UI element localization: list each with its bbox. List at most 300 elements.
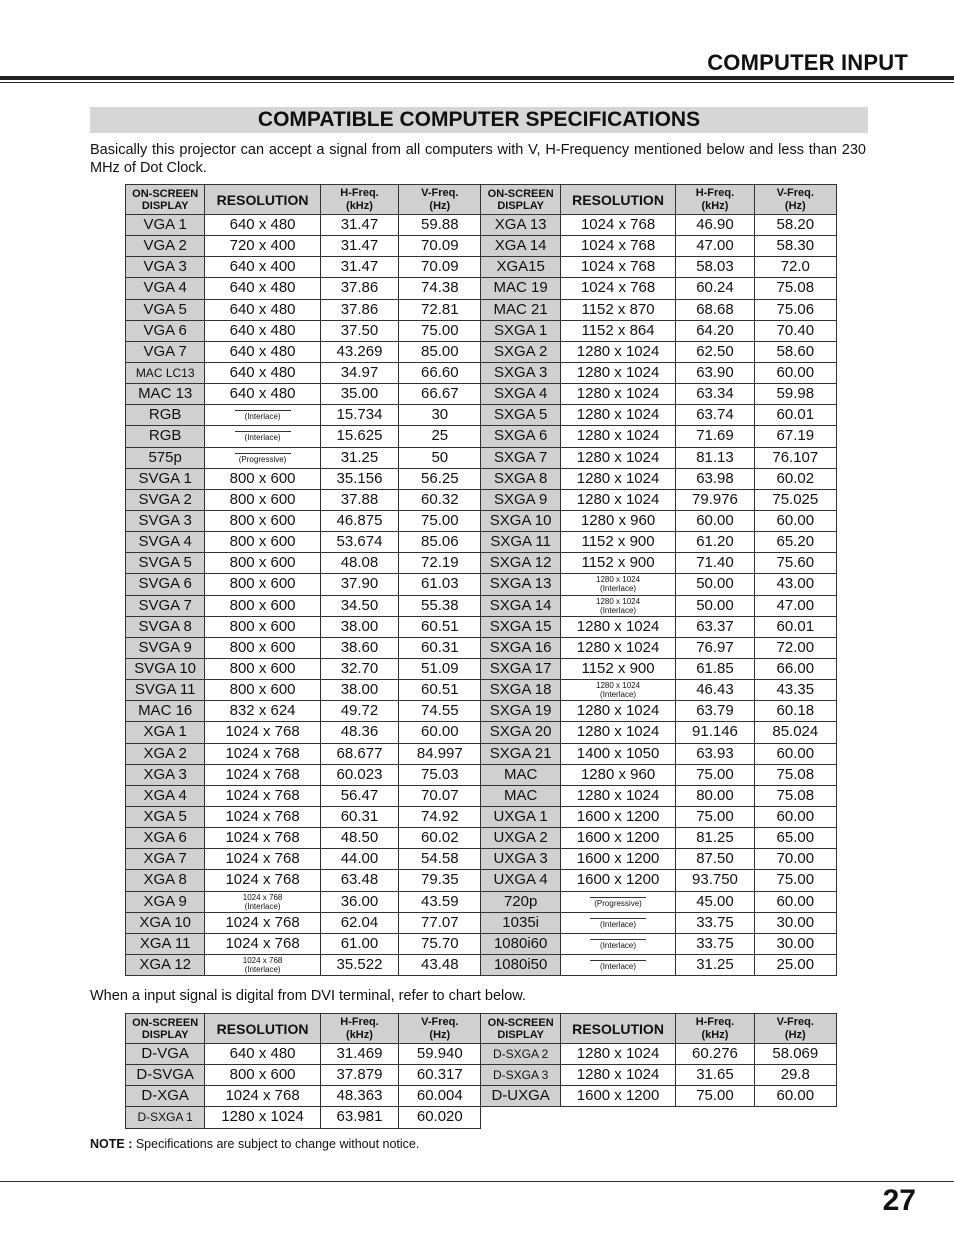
display-label: SXGA 17 [481, 658, 560, 679]
vfreq-cell: 60.00 [399, 722, 481, 743]
hfreq-cell: 71.40 [676, 553, 754, 574]
hfreq-cell: 43.269 [320, 341, 398, 362]
hfreq-cell: 48.08 [320, 553, 398, 574]
col-resolution-header: RESOLUTION [205, 185, 320, 215]
vfreq-cell: 77.07 [399, 912, 481, 933]
vfreq-cell: 60.004 [399, 1086, 481, 1107]
hfreq-cell: 36.00 [320, 891, 398, 912]
vfreq-cell: 60.00 [754, 510, 836, 531]
resolution-cell: 640 x 480 [205, 341, 320, 362]
col-hfreq-header: H-Freq. (kHz) [676, 185, 754, 215]
footnote-label: NOTE : [90, 1137, 133, 1151]
vfreq-cell: 60.51 [399, 616, 481, 637]
vfreq-cell: 75.08 [754, 785, 836, 806]
display-label: VGA 6 [126, 320, 205, 341]
resolution-cell [560, 912, 675, 933]
table-row [126, 299, 837, 320]
vfreq-cell: 84.997 [399, 743, 481, 764]
vfreq-cell: 59.98 [754, 384, 836, 405]
hfreq-cell: 91.146 [676, 722, 754, 743]
display-label: SVGA 3 [126, 510, 205, 531]
resolution-cell: 1280 x 1024 [560, 426, 675, 447]
resolution-note: 1024 x 768 [242, 892, 283, 902]
display-label: UXGA 2 [481, 828, 560, 849]
hfreq-cell: 37.879 [320, 1065, 398, 1086]
vfreq-cell: 74.92 [399, 806, 481, 827]
hfreq-cell: 48.363 [320, 1086, 398, 1107]
hfreq-cell: 31.65 [676, 1065, 754, 1086]
table-row [126, 1044, 837, 1065]
hfreq-cell: 37.88 [320, 489, 398, 510]
resolution-cell: 800 x 600 [205, 574, 320, 595]
vfreq-cell: 51.09 [399, 658, 481, 679]
resolution-cell: 640 x 480 [205, 278, 320, 299]
intro-paragraph: Basically this projector can accept a signal from all computers with V, H-Frequency mentioned below and less than 230 MHz of Dot Clock. [90, 142, 866, 176]
resolution-cell: 640 x 480 [205, 299, 320, 320]
vfreq-cell: 79.35 [399, 870, 481, 891]
vfreq-cell: 58.30 [754, 236, 836, 257]
display-label: SXGA 20 [481, 722, 560, 743]
table-row [126, 426, 837, 447]
table-row [126, 891, 837, 912]
resolution-cell: 1280 x 1024 [560, 489, 675, 510]
display-label: SXGA 18 [481, 680, 560, 701]
display-label: XGA 12 [126, 954, 205, 975]
vfreq-cell: 75.08 [754, 278, 836, 299]
vfreq-cell: 30 [399, 405, 481, 426]
hfreq-cell: 81.13 [676, 447, 754, 468]
hfreq-cell: 62.04 [320, 912, 398, 933]
vfreq-cell: 43.35 [754, 680, 836, 701]
vfreq-cell: 60.00 [754, 806, 836, 827]
col-hfreq-header: H-Freq. (kHz) [320, 1014, 398, 1044]
display-label: D-VGA [126, 1044, 205, 1065]
display-label: XGA 11 [126, 933, 205, 954]
table-row [126, 574, 837, 595]
display-label: 575p [126, 447, 205, 468]
hfreq-cell: 63.90 [676, 362, 754, 383]
display-label: VGA 1 [126, 215, 205, 236]
display-label: MAC [481, 764, 560, 785]
header-rule [0, 76, 954, 80]
table-row [126, 1065, 837, 1086]
display-label: SVGA 7 [126, 595, 205, 616]
resolution-cell: 1152 x 900 [560, 532, 675, 553]
hfreq-cell: 33.75 [676, 912, 754, 933]
table-row [126, 510, 837, 531]
resolution-cell: 1600 x 1200 [560, 806, 675, 827]
hfreq-cell: 60.276 [676, 1044, 754, 1065]
display-label: SXGA 8 [481, 468, 560, 489]
hfreq-cell: 35.00 [320, 384, 398, 405]
resolution-cell: 640 x 480 [205, 320, 320, 341]
hfreq-cell: 60.00 [676, 510, 754, 531]
display-label: D-SVGA [126, 1065, 205, 1086]
display-label: XGA15 [481, 257, 560, 278]
hfreq-cell: 81.25 [676, 828, 754, 849]
hfreq-cell: 37.86 [320, 299, 398, 320]
page-number: 27 [882, 1184, 916, 1217]
hfreq-cell: 75.00 [676, 764, 754, 785]
resolution-cell: 832 x 624 [205, 701, 320, 722]
vfreq-cell: 75.00 [754, 870, 836, 891]
hfreq-cell: 63.93 [676, 743, 754, 764]
display-label: D-UXGA [481, 1086, 560, 1107]
display-label: XGA 13 [481, 215, 560, 236]
resolution-cell: 1280 x 1024 [560, 362, 675, 383]
resolution-cell: 1024 x 768 [205, 722, 320, 743]
resolution-cell: 1280 x 1024 [560, 616, 675, 637]
resolution-cell: 800 x 600 [205, 637, 320, 658]
table-row [126, 489, 837, 510]
vfreq-cell: 30.00 [754, 933, 836, 954]
hfreq-cell: 60.023 [320, 764, 398, 785]
hfreq-cell: 87.50 [676, 849, 754, 870]
table-row [126, 1086, 837, 1107]
vfreq-cell: 60.317 [399, 1065, 481, 1086]
table-row [126, 870, 837, 891]
resolution-cell [560, 891, 675, 912]
hfreq-cell: 35.522 [320, 954, 398, 975]
resolution-note: 1024 x 768 [242, 955, 283, 965]
table-row [126, 764, 837, 785]
display-label: SVGA 1 [126, 468, 205, 489]
hfreq-cell: 63.37 [676, 616, 754, 637]
resolution-cell: 1024 x 768 [560, 278, 675, 299]
resolution-note: (Interlace) [235, 410, 291, 421]
empty-cell [754, 1107, 836, 1128]
display-label: MAC LC13 [126, 362, 205, 383]
resolution-note: (Interlace) [600, 605, 637, 615]
vfreq-cell: 43.48 [399, 954, 481, 975]
table-row [126, 447, 837, 468]
vfreq-cell: 60.00 [754, 1086, 836, 1107]
display-label: VGA 5 [126, 299, 205, 320]
resolution-cell: 1024 x 768 [560, 236, 675, 257]
resolution-cell: 800 x 600 [205, 532, 320, 553]
hfreq-cell: 15.734 [320, 405, 398, 426]
resolution-cell: 1600 x 1200 [560, 870, 675, 891]
resolution-cell: 1024 x 768 [205, 806, 320, 827]
vfreq-cell: 43.00 [754, 574, 836, 595]
table-row [126, 532, 837, 553]
resolution-cell: 1600 x 1200 [560, 849, 675, 870]
display-label: SXGA 4 [481, 384, 560, 405]
vfreq-cell: 58.069 [754, 1044, 836, 1065]
resolution-cell: 800 x 600 [205, 595, 320, 616]
resolution-note: 1280 x 1024 [596, 575, 641, 585]
col-osd-header: ON-SCREEN DISPLAY [481, 1014, 560, 1044]
hfreq-cell: 63.98 [676, 468, 754, 489]
hfreq-cell: 44.00 [320, 849, 398, 870]
empty-cell [676, 1107, 754, 1128]
hfreq-cell: 50.00 [676, 574, 754, 595]
table-row [126, 637, 837, 658]
vfreq-cell: 59.88 [399, 215, 481, 236]
resolution-cell: 800 x 600 [205, 468, 320, 489]
resolution-cell: 800 x 600 [205, 1065, 320, 1086]
display-label: SVGA 2 [126, 489, 205, 510]
spec-table [125, 184, 837, 976]
resolution-note: (Interlace) [244, 964, 281, 974]
hfreq-cell: 68.677 [320, 743, 398, 764]
resolution-cell: 1152 x 900 [560, 658, 675, 679]
resolution-note: (Interlace) [235, 431, 291, 442]
resolution-cell [205, 426, 320, 447]
resolution-cell: 1280 x 1024 [560, 341, 675, 362]
resolution-note: (Progressive) [235, 453, 291, 464]
display-label: MAC 13 [126, 384, 205, 405]
vfreq-cell: 25.00 [754, 954, 836, 975]
vfreq-cell: 70.09 [399, 236, 481, 257]
hfreq-cell: 38.60 [320, 637, 398, 658]
display-label: XGA 7 [126, 849, 205, 870]
hfreq-cell: 61.00 [320, 933, 398, 954]
vfreq-cell: 60.00 [754, 743, 836, 764]
hfreq-cell: 48.50 [320, 828, 398, 849]
resolution-cell: 1280 x 1024 [560, 701, 675, 722]
vfreq-cell: 75.08 [754, 764, 836, 785]
vfreq-cell: 58.20 [754, 215, 836, 236]
hfreq-cell: 56.47 [320, 785, 398, 806]
hfreq-cell: 53.674 [320, 532, 398, 553]
vfreq-cell: 74.55 [399, 701, 481, 722]
display-label: XGA 9 [126, 891, 205, 912]
vfreq-cell: 60.02 [754, 468, 836, 489]
display-label: SXGA 1 [481, 320, 560, 341]
resolution-cell [560, 595, 675, 616]
table-row [126, 912, 837, 933]
resolution-cell: 800 x 600 [205, 510, 320, 531]
resolution-cell: 1024 x 768 [205, 743, 320, 764]
table-row [126, 236, 837, 257]
hfreq-cell: 38.00 [320, 616, 398, 637]
table-row [126, 215, 837, 236]
footnote [90, 1137, 419, 1151]
vfreq-cell: 85.024 [754, 722, 836, 743]
display-label: SXGA 12 [481, 553, 560, 574]
vfreq-cell: 47.00 [754, 595, 836, 616]
hfreq-cell: 31.25 [320, 447, 398, 468]
display-label: D-XGA [126, 1086, 205, 1107]
table-row [126, 954, 837, 975]
hfreq-cell: 31.25 [676, 954, 754, 975]
vfreq-cell: 56.25 [399, 468, 481, 489]
display-label: XGA 1 [126, 722, 205, 743]
table-row [126, 257, 837, 278]
resolution-note: (Interlace) [244, 901, 281, 911]
hfreq-cell: 71.69 [676, 426, 754, 447]
table-row [126, 828, 837, 849]
resolution-cell: 1024 x 768 [205, 912, 320, 933]
vfreq-cell: 72.0 [754, 257, 836, 278]
vfreq-cell: 75.70 [399, 933, 481, 954]
col-vfreq-header: V-Freq. (Hz) [399, 185, 481, 215]
display-label: MAC 19 [481, 278, 560, 299]
resolution-cell: 640 x 400 [205, 257, 320, 278]
resolution-note: (Progressive) [590, 897, 646, 908]
col-resolution-header: RESOLUTION [205, 1014, 320, 1044]
hfreq-cell: 45.00 [676, 891, 754, 912]
table-row [126, 616, 837, 637]
display-label: XGA 10 [126, 912, 205, 933]
resolution-note: (Interlace) [600, 584, 637, 594]
vfreq-cell: 70.00 [754, 849, 836, 870]
resolution-note: (Interlace) [600, 690, 637, 700]
display-label: XGA 14 [481, 236, 560, 257]
resolution-cell: 1024 x 768 [205, 1086, 320, 1107]
resolution-cell: 640 x 480 [205, 215, 320, 236]
display-label: SXGA 15 [481, 616, 560, 637]
hfreq-cell: 75.00 [676, 1086, 754, 1107]
table-row [126, 933, 837, 954]
vfreq-cell: 61.03 [399, 574, 481, 595]
vfreq-cell: 58.60 [754, 341, 836, 362]
resolution-cell [560, 574, 675, 595]
resolution-cell: 1024 x 768 [205, 828, 320, 849]
vfreq-cell: 70.40 [754, 320, 836, 341]
display-label: MAC 21 [481, 299, 560, 320]
vfreq-cell: 60.02 [399, 828, 481, 849]
hfreq-cell: 63.79 [676, 701, 754, 722]
resolution-cell [560, 933, 675, 954]
display-label: SVGA 5 [126, 553, 205, 574]
vfreq-cell: 55.38 [399, 595, 481, 616]
vfreq-cell: 60.00 [754, 891, 836, 912]
col-vfreq-header: V-Freq. (Hz) [399, 1014, 481, 1044]
display-label: SXGA 2 [481, 341, 560, 362]
resolution-cell [560, 680, 675, 701]
display-label: XGA 2 [126, 743, 205, 764]
col-osd-header: ON-SCREEN DISPLAY [126, 1014, 205, 1044]
resolution-cell: 1280 x 1024 [560, 468, 675, 489]
vfreq-cell: 76.107 [754, 447, 836, 468]
resolution-cell: 1280 x 1024 [205, 1107, 320, 1128]
vfreq-cell: 65.00 [754, 828, 836, 849]
resolution-cell: 800 x 600 [205, 489, 320, 510]
vfreq-cell: 66.60 [399, 362, 481, 383]
resolution-cell: 1280 x 1024 [560, 722, 675, 743]
col-vfreq-header: V-Freq. (Hz) [754, 185, 836, 215]
vfreq-cell: 72.00 [754, 637, 836, 658]
hfreq-cell: 31.47 [320, 215, 398, 236]
display-label: VGA 2 [126, 236, 205, 257]
hfreq-cell: 61.85 [676, 658, 754, 679]
hfreq-cell: 63.74 [676, 405, 754, 426]
table-row [126, 743, 837, 764]
resolution-cell: 800 x 600 [205, 658, 320, 679]
hfreq-cell: 63.48 [320, 870, 398, 891]
col-resolution-header: RESOLUTION [560, 185, 675, 215]
vfreq-cell: 75.025 [754, 489, 836, 510]
table-row [126, 278, 837, 299]
display-label: XGA 8 [126, 870, 205, 891]
resolution-cell [205, 447, 320, 468]
resolution-cell [205, 954, 320, 975]
resolution-cell: 640 x 480 [205, 362, 320, 383]
hfreq-cell: 47.00 [676, 236, 754, 257]
vfreq-cell: 30.00 [754, 912, 836, 933]
display-label: 1080i50 [481, 954, 560, 975]
resolution-cell: 1280 x 1024 [560, 447, 675, 468]
resolution-cell: 720 x 400 [205, 236, 320, 257]
table-row [126, 320, 837, 341]
hfreq-cell: 63.981 [320, 1107, 398, 1128]
hfreq-cell: 35.156 [320, 468, 398, 489]
resolution-cell [205, 891, 320, 912]
hfreq-cell: 93.750 [676, 870, 754, 891]
table-header-row [126, 1014, 837, 1044]
display-label: SXGA 10 [481, 510, 560, 531]
resolution-cell: 1152 x 864 [560, 320, 675, 341]
hfreq-cell: 50.00 [676, 595, 754, 616]
display-label: SVGA 11 [126, 680, 205, 701]
resolution-cell: 1024 x 768 [205, 849, 320, 870]
page-title: COMPATIBLE COMPUTER SPECIFICATIONS [90, 107, 868, 133]
vfreq-cell: 60.31 [399, 637, 481, 658]
table-row [126, 658, 837, 679]
resolution-cell: 1024 x 768 [205, 764, 320, 785]
section-title: COMPUTER INPUT [707, 50, 908, 75]
resolution-cell: 1280 x 1024 [560, 1065, 675, 1086]
resolution-cell: 1280 x 1024 [560, 384, 675, 405]
table-row [126, 468, 837, 489]
display-label: UXGA 1 [481, 806, 560, 827]
hfreq-cell: 31.47 [320, 236, 398, 257]
resolution-cell: 1600 x 1200 [560, 828, 675, 849]
vfreq-cell: 50 [399, 447, 481, 468]
vfreq-cell: 25 [399, 426, 481, 447]
display-label: 720p [481, 891, 560, 912]
resolution-cell: 640 x 480 [205, 384, 320, 405]
table-row [126, 341, 837, 362]
hfreq-cell: 34.50 [320, 595, 398, 616]
vfreq-cell: 66.00 [754, 658, 836, 679]
display-label: SXGA 11 [481, 532, 560, 553]
hfreq-cell: 32.70 [320, 658, 398, 679]
hfreq-cell: 76.97 [676, 637, 754, 658]
display-label: XGA 5 [126, 806, 205, 827]
table-row [126, 680, 837, 701]
resolution-note: (Interlace) [590, 960, 646, 971]
resolution-cell: 1024 x 768 [560, 215, 675, 236]
hfreq-cell: 31.469 [320, 1044, 398, 1065]
resolution-cell: 1024 x 768 [560, 257, 675, 278]
display-label: VGA 7 [126, 341, 205, 362]
resolution-note: 1280 x 1024 [596, 596, 641, 606]
table-row [126, 849, 837, 870]
display-label: MAC 16 [126, 701, 205, 722]
display-label: SVGA 10 [126, 658, 205, 679]
display-label: SVGA 9 [126, 637, 205, 658]
hfreq-cell: 80.00 [676, 785, 754, 806]
hfreq-cell: 79.976 [676, 489, 754, 510]
dvi-caption: When a input signal is digital from DVI terminal, refer to chart below. [90, 988, 526, 1004]
vfreq-cell: 75.60 [754, 553, 836, 574]
resolution-cell: 800 x 600 [205, 553, 320, 574]
display-label: SXGA 3 [481, 362, 560, 383]
display-label: SXGA 5 [481, 405, 560, 426]
display-label: UXGA 3 [481, 849, 560, 870]
hfreq-cell: 37.50 [320, 320, 398, 341]
col-osd-header: ON-SCREEN DISPLAY [481, 185, 560, 215]
vfreq-cell: 60.51 [399, 680, 481, 701]
empty-cell [560, 1107, 675, 1128]
vfreq-cell: 60.00 [754, 362, 836, 383]
table-row [126, 1107, 837, 1128]
vfreq-cell: 67.19 [754, 426, 836, 447]
resolution-cell: 1280 x 1024 [560, 1044, 675, 1065]
